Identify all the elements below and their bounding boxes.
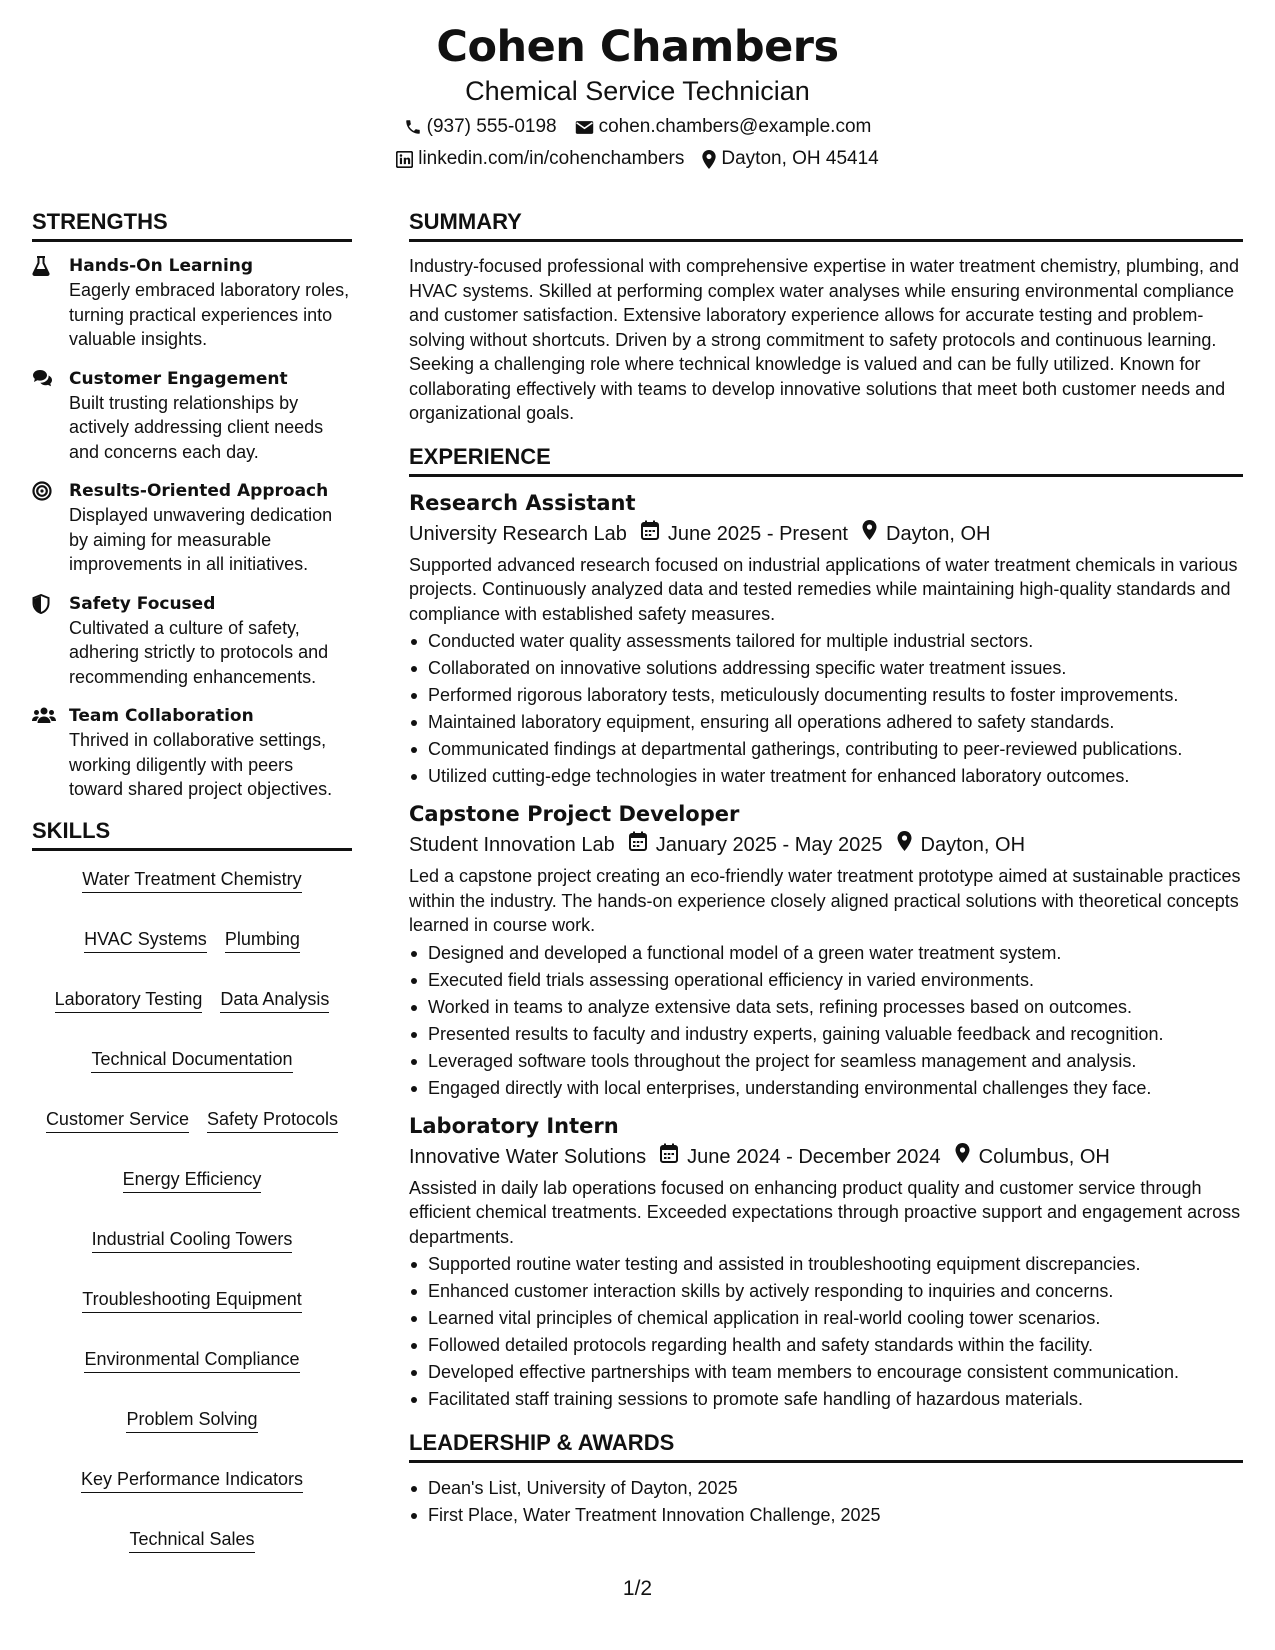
- strength-title: Team Collaboration: [69, 706, 254, 726]
- list-item: Enhanced customer interaction skills by actively responding to inquiries and concerns.: [409, 1278, 1243, 1305]
- summary-heading: SUMMARY: [409, 208, 1243, 242]
- list-item: Developed effective partnerships with team members to encourage consistent communication.: [409, 1359, 1243, 1386]
- users-icon: [32, 704, 54, 802]
- summary-text: Industry-focused professional with comprehensive expertise in water treatment chemistry, plumbing, and HVAC systems. Skilled at performing complex water analyses while ensuring environmental compliance and customer satisfaction. Extensive laboratory experience allows for accurate testing and problem-solving without shortcuts. Driven by a strong commitment to safety protocols and continuous learning. Seeking a challenging role where technical knowledge is valued and can be fully utilized. Known for collaborating effectively with teams to develop innovative solutions that meet both customer needs and organizational goals.: [409, 256, 1240, 423]
- list-item: Facilitated staff training sessions to promote safe handling of hazardous materials.: [409, 1386, 1243, 1413]
- contact-linkedin[interactable]: [396, 146, 684, 172]
- flask-icon: [32, 254, 54, 352]
- calendar-icon: [641, 520, 659, 548]
- phone-icon: [404, 118, 422, 136]
- strength-description: Displayed unwavering dedication by aiming for measurable improvements in all initiatives.: [69, 505, 333, 574]
- list-item: First Place, Water Treatment Innovation Challenge, 2025: [409, 1502, 1243, 1529]
- skill-tag: Water Treatment Chemistry: [82, 867, 301, 893]
- job-title-headline: Chemical Service Technician: [465, 76, 810, 106]
- strength-description: Thrived in collaborative settings, working diligently with peers toward shared project objectives.: [69, 730, 333, 799]
- skill-tag: Troubleshooting Equipment: [82, 1287, 301, 1313]
- strength-item: [32, 704, 352, 802]
- job-description: Supported advanced research focused on industrial applications of water treatment chemicals in various projects. Continuously analyzed data and tested remedies while maintaining high-quality standards and compliance with established safety measures.: [409, 554, 1238, 624]
- strength-item: [32, 592, 352, 690]
- job-dates: June 2024 - December 2024: [687, 1145, 941, 1168]
- leadership-section: [409, 1429, 1243, 1529]
- strength-title: Customer Engagement: [69, 368, 288, 389]
- calendar-icon: [660, 1143, 678, 1171]
- list-item: Presented results to faculty and industry experts, gaining valuable feedback and recognition.: [409, 1021, 1243, 1048]
- skill-tag: Safety Protocols: [207, 1107, 338, 1133]
- skill-tag: Energy Efficiency: [123, 1167, 262, 1193]
- skill-tag: Key Performance Indicators: [81, 1467, 303, 1493]
- experience-section: [409, 443, 1243, 1414]
- experience-entry: [409, 1112, 1243, 1414]
- strength-item: [32, 367, 352, 465]
- list-item: Engaged directly with local enterprises, understanding environmental challenges they face.: [409, 1075, 1243, 1102]
- list-item: Supported routine water testing and assisted in troubleshooting equipment discrepancies.: [409, 1251, 1243, 1278]
- job-location: Dayton, OH: [886, 522, 991, 545]
- job-meta: [409, 520, 1243, 548]
- strength-title: Hands-On Learning: [69, 256, 254, 276]
- skill-tag: Customer Service: [46, 1107, 189, 1133]
- comments-icon: [32, 367, 54, 465]
- candidate-name: Cohen Chambers: [436, 22, 839, 72]
- skill-tag: Data Analysis: [220, 987, 329, 1013]
- summary-section: [409, 208, 1243, 426]
- company-name: Innovative Water Solutions: [409, 1145, 647, 1168]
- skill-tag: Technical Sales: [129, 1527, 254, 1553]
- map-pin-icon: [862, 520, 877, 548]
- linkedin-icon: [396, 151, 413, 168]
- envelope-icon: [575, 120, 594, 135]
- list-item: Performed rigorous laboratory tests, meticulously documenting results to foster improvements.: [409, 682, 1243, 709]
- list-item: Conducted water quality assessments tailored for multiple industrial sectors.: [409, 628, 1243, 655]
- list-item: Executed field trials assessing operational efficiency in varied environments.: [409, 967, 1243, 994]
- job-meta: [409, 1143, 1243, 1171]
- leadership-heading: LEADERSHIP & AWARDS: [409, 1429, 1243, 1463]
- list-item: Followed detailed protocols regarding health and safety standards within the facility.: [409, 1332, 1243, 1359]
- email-text[interactable]: cohen.chambers@example.com: [598, 116, 872, 137]
- map-pin-icon: [897, 831, 912, 859]
- strength-description: Eagerly embraced laboratory roles, turning practical experiences into valuable insights.: [69, 280, 350, 349]
- skill-tag: Environmental Compliance: [84, 1347, 299, 1373]
- skill-tag: Laboratory Testing: [55, 987, 203, 1013]
- list-item: Maintained laboratory equipment, ensuring all operations adhered to safety standards.: [409, 709, 1243, 736]
- contact-email[interactable]: [575, 114, 872, 140]
- location-text: Dayton, OH 45414: [721, 148, 879, 169]
- job-bullets: [409, 1251, 1243, 1413]
- page-number: 1/2: [622, 1577, 653, 1600]
- skill-tag: Technical Documentation: [91, 1047, 292, 1073]
- list-item: Collaborated on innovative solutions addressing specific water treatment issues.: [409, 655, 1243, 682]
- skill-tag: Plumbing: [225, 927, 300, 953]
- job-bullets: [409, 940, 1243, 1102]
- job-dates: January 2025 - May 2025: [655, 834, 883, 856]
- left-column: [32, 208, 352, 1553]
- list-item: Communicated findings at departmental gatherings, contributing to peer-reviewed publications.: [409, 736, 1243, 763]
- job-bullets: [409, 628, 1243, 790]
- list-item: Leveraged software tools throughout the project for seamless management and analysis.: [409, 1048, 1243, 1075]
- experience-heading: EXPERIENCE: [409, 443, 1243, 477]
- resume-header: [0, 20, 1275, 172]
- right-column: [409, 208, 1243, 1529]
- strengths-section: [32, 208, 352, 802]
- contact-row-1: [0, 114, 1275, 140]
- map-pin-icon: [955, 1143, 970, 1171]
- job-description: Assisted in daily lab operations focused on enhancing product quality and customer service through efficient chemical treatments. Exceeded expectations through proactive support and engagement across departments.: [409, 1177, 1241, 1247]
- map-pin-icon: [702, 150, 716, 169]
- strength-item: [32, 479, 352, 577]
- experience-entry: [409, 800, 1243, 1102]
- list-item: Worked in teams to analyze extensive data sets, refining processes based on outcomes.: [409, 994, 1243, 1021]
- skill-tag: Problem Solving: [126, 1407, 257, 1433]
- target-icon: [32, 479, 54, 577]
- list-item: Learned vital principles of chemical application in real-world cooling tower scenarios.: [409, 1305, 1243, 1332]
- position-title: Research Assistant: [409, 490, 636, 515]
- awards-list: [409, 1475, 1243, 1529]
- strength-title: Safety Focused: [69, 593, 216, 614]
- job-meta: [409, 831, 1243, 859]
- job-dates: June 2025 - Present: [667, 522, 848, 545]
- phone-text: (937) 555-0198: [426, 116, 557, 137]
- company-name: Student Innovation Lab: [409, 834, 615, 856]
- skills-list: [32, 863, 352, 1553]
- shield-icon: [32, 592, 54, 690]
- strengths-heading: STRENGTHS: [32, 208, 352, 242]
- job-description: Led a capstone project creating an eco-friendly water treatment prototype aimed at sustainable practices within the industry. The hands-on experience closely aligned practical solutions with theoretical concepts learned in course work.: [409, 866, 1241, 935]
- job-location: Dayton, OH: [920, 834, 1026, 856]
- skill-tag: HVAC Systems: [84, 927, 207, 953]
- contact-phone: [404, 114, 557, 140]
- strength-title: Results-Oriented Approach: [69, 481, 329, 501]
- skills-section: [32, 817, 352, 1553]
- contact-location: [702, 146, 878, 172]
- strength-item: [32, 254, 352, 352]
- list-item: Designed and developed a functional model of a green water treatment system.: [409, 940, 1243, 967]
- skill-tag: Industrial Cooling Towers: [92, 1227, 293, 1253]
- job-location: Columbus, OH: [978, 1145, 1110, 1168]
- position-title: Capstone Project Developer: [409, 802, 740, 826]
- linkedin-text[interactable]: linkedin.com/in/cohenchambers: [418, 148, 685, 169]
- list-item: Dean's List, University of Dayton, 2025: [409, 1475, 1243, 1502]
- strength-description: Cultivated a culture of safety, adhering strictly to protocols and recommending enhancements.: [69, 617, 329, 687]
- calendar-icon: [629, 831, 647, 859]
- skills-heading: SKILLS: [32, 817, 352, 851]
- company-name: University Research Lab: [409, 522, 627, 545]
- list-item: Utilized cutting-edge technologies in water treatment for enhanced laboratory outcomes.: [409, 763, 1243, 790]
- contact-row-2: [0, 146, 1275, 172]
- experience-entry: [409, 489, 1243, 791]
- position-title: Laboratory Intern: [409, 1113, 619, 1138]
- strength-description: Built trusting relationships by actively addressing client needs and concerns each day.: [69, 392, 324, 462]
